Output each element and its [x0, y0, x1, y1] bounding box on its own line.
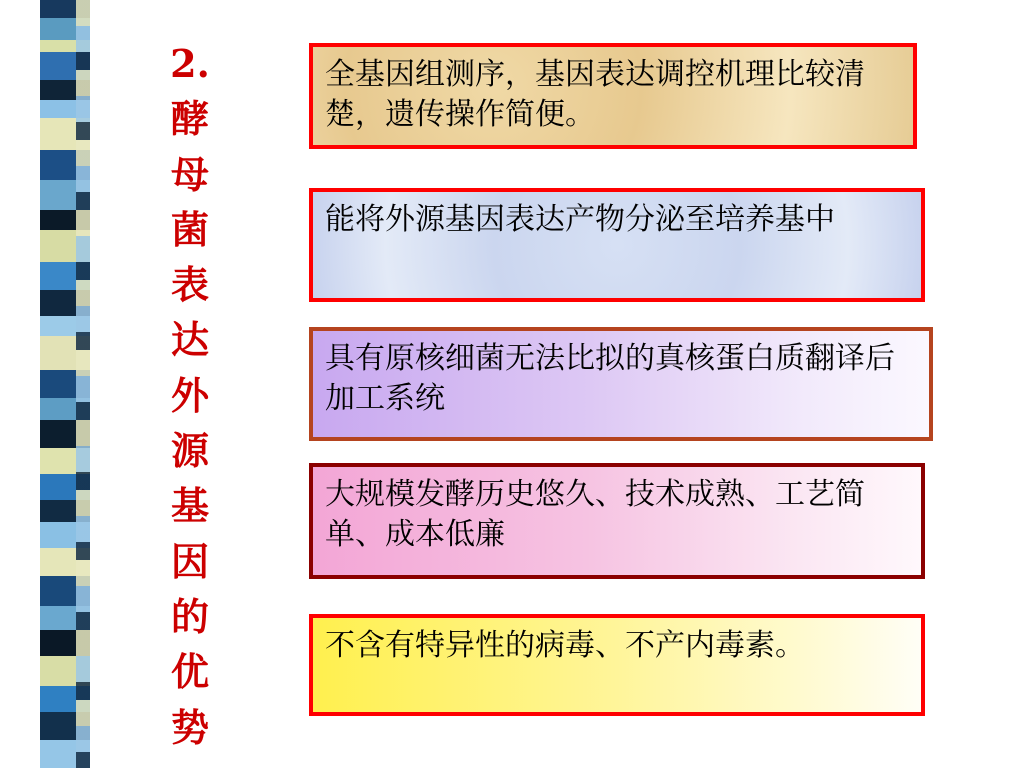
point-box-1 [309, 43, 917, 149]
point-text-4: 大规模发酵历史悠久、技术成熟、工艺简单、成本低廉 [325, 477, 865, 552]
point-box-3 [309, 327, 933, 441]
point-text-3: 具有原核细菌无法比拟的真核蛋白质翻译后加工系统 [325, 341, 895, 416]
slide-title: 2.酵母菌表达外源基因的优势 [170, 41, 210, 750]
point-box-5 [309, 614, 925, 716]
point-text-2: 能将外源基因表达产物分泌至培养基中 [325, 202, 835, 237]
decorative-strip [40, 0, 90, 768]
point-box-2 [309, 188, 925, 302]
point-box-4 [309, 463, 925, 579]
point-text-5: 不含有特异性的病毒、不产内毒素。 [325, 628, 805, 663]
point-text-1: 全基因组测序，基因表达调控机理比较清楚，遗传操作简便。 [325, 57, 865, 132]
